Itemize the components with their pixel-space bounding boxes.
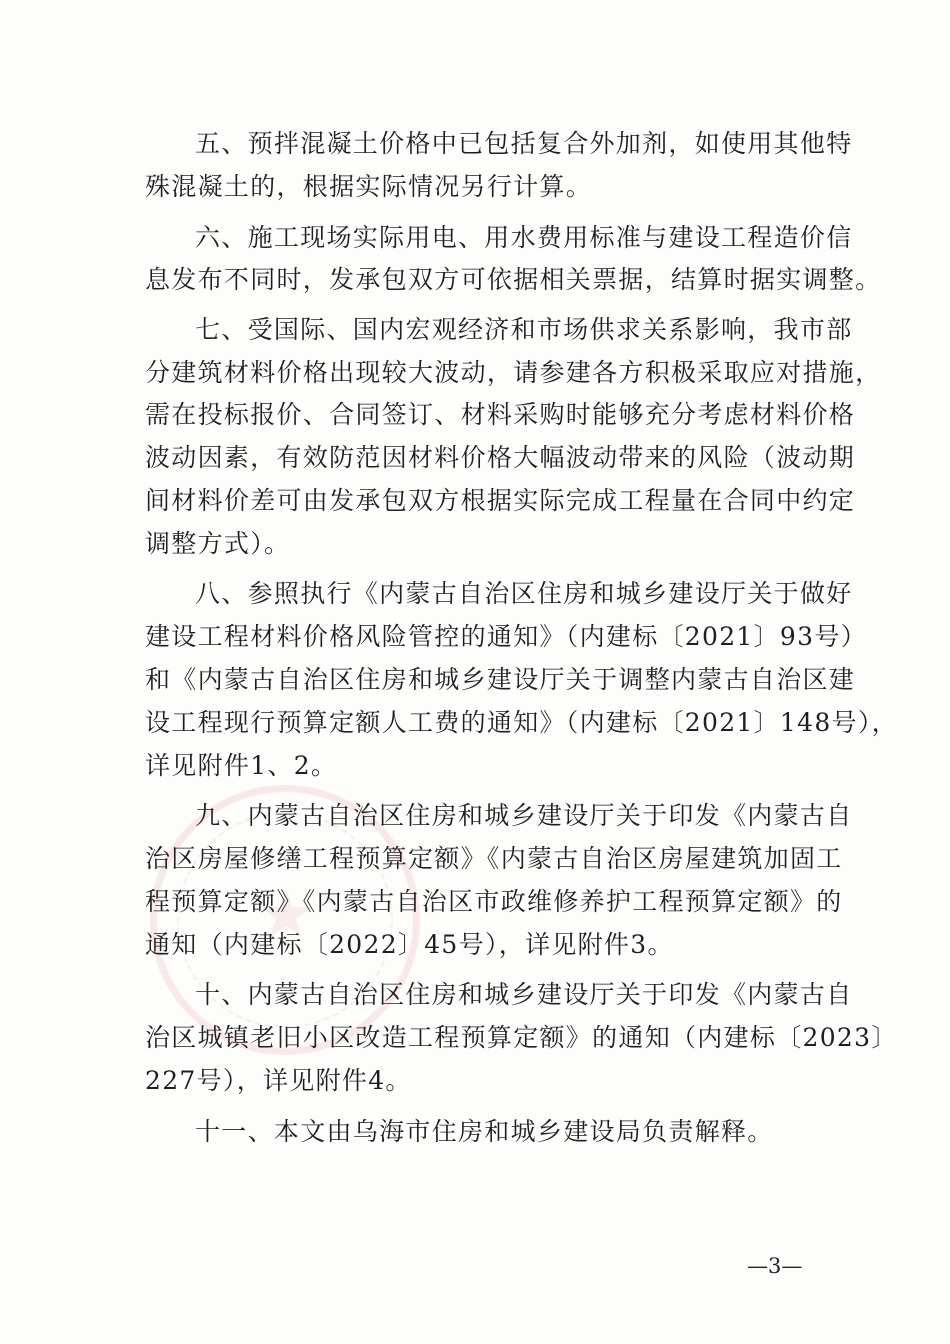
paragraph-7-line-1: 七、受国际、国内宏观经济和市场供求关系影响，我市部 xyxy=(195,315,853,344)
paragraph-10-line-1: 十、内蒙古自治区住房和城乡建设厅关于印发《内蒙古自 xyxy=(195,980,853,1009)
paragraph-7-line-3: 需在投标报价、合同签订、材料采购时能够充分考虑材料价格 xyxy=(145,400,856,429)
paragraph-5-line-1: 五、预拌混凝土价格中已包括复合外加剂，如使用其他特 xyxy=(195,129,853,158)
paragraph-9-line-1: 九、内蒙古自治区住房和城乡建设厅关于印发《内蒙古自 xyxy=(195,801,853,830)
page-number: —3— xyxy=(747,1254,803,1278)
paragraph-8-line-5: 详见附件1、2。 xyxy=(145,751,338,780)
paragraph-8-line-1: 八、参照执行《内蒙古自治区住房和城乡建设厅关于做好 xyxy=(195,579,853,608)
paragraph-10-line-2: 治区城镇老旧小区改造工程预算定额》的通知（内建标〔2023〕 xyxy=(145,1023,898,1052)
paragraph-9-line-3: 程预算定额》《内蒙古自治区市政维修养护工程预算定额》的 xyxy=(145,887,843,916)
paragraph-7-line-5: 间材料价差可由发承包双方根据实际完成工程量在合同中约定 xyxy=(145,486,856,515)
paragraph-11-line-1: 十一、本文由乌海市住房和城乡建设局负责解释。 xyxy=(195,1117,774,1146)
paragraph-10-line-3: 227号），详见附件4。 xyxy=(145,1066,412,1095)
paragraph-8-line-3: 和《内蒙古自治区住房和城乡建设厅关于调整内蒙古自治区建 xyxy=(145,665,856,694)
paragraph-7-line-6: 调整方式）。 xyxy=(145,529,291,558)
paragraph-8-line-4: 设工程现行预算定额人工费的通知》（内建标〔2021〕148号）， xyxy=(145,708,898,737)
paragraph-7-line-2: 分建筑材料价格出现较大波动，请参建各方积极采取应对措施， xyxy=(145,358,882,387)
paragraph-6-line-1: 六、施工现场实际用电、用水费用标准与建设工程造价信 xyxy=(195,223,853,252)
paragraph-9-line-4: 通知（内建标〔2022〕45号），详见附件3。 xyxy=(145,930,674,959)
paragraph-5-line-2: 殊混凝土的，根据实际情况另行计算。 xyxy=(145,172,593,201)
paragraph-6-line-2: 息发布不同时，发承包双方可依据相关票据，结算时据实调整。 xyxy=(145,265,882,294)
paragraph-9-line-2: 治区房屋修缮工程预算定额》《内蒙古自治区房屋建筑加固工 xyxy=(145,844,843,873)
paragraph-7-line-4: 波动因素，有效防范因材料价格大幅波动带来的风险（波动期 xyxy=(145,443,856,472)
paragraph-8-line-2: 建设工程材料价格风险管控的通知》（内建标〔2021〕93号） xyxy=(145,622,867,651)
